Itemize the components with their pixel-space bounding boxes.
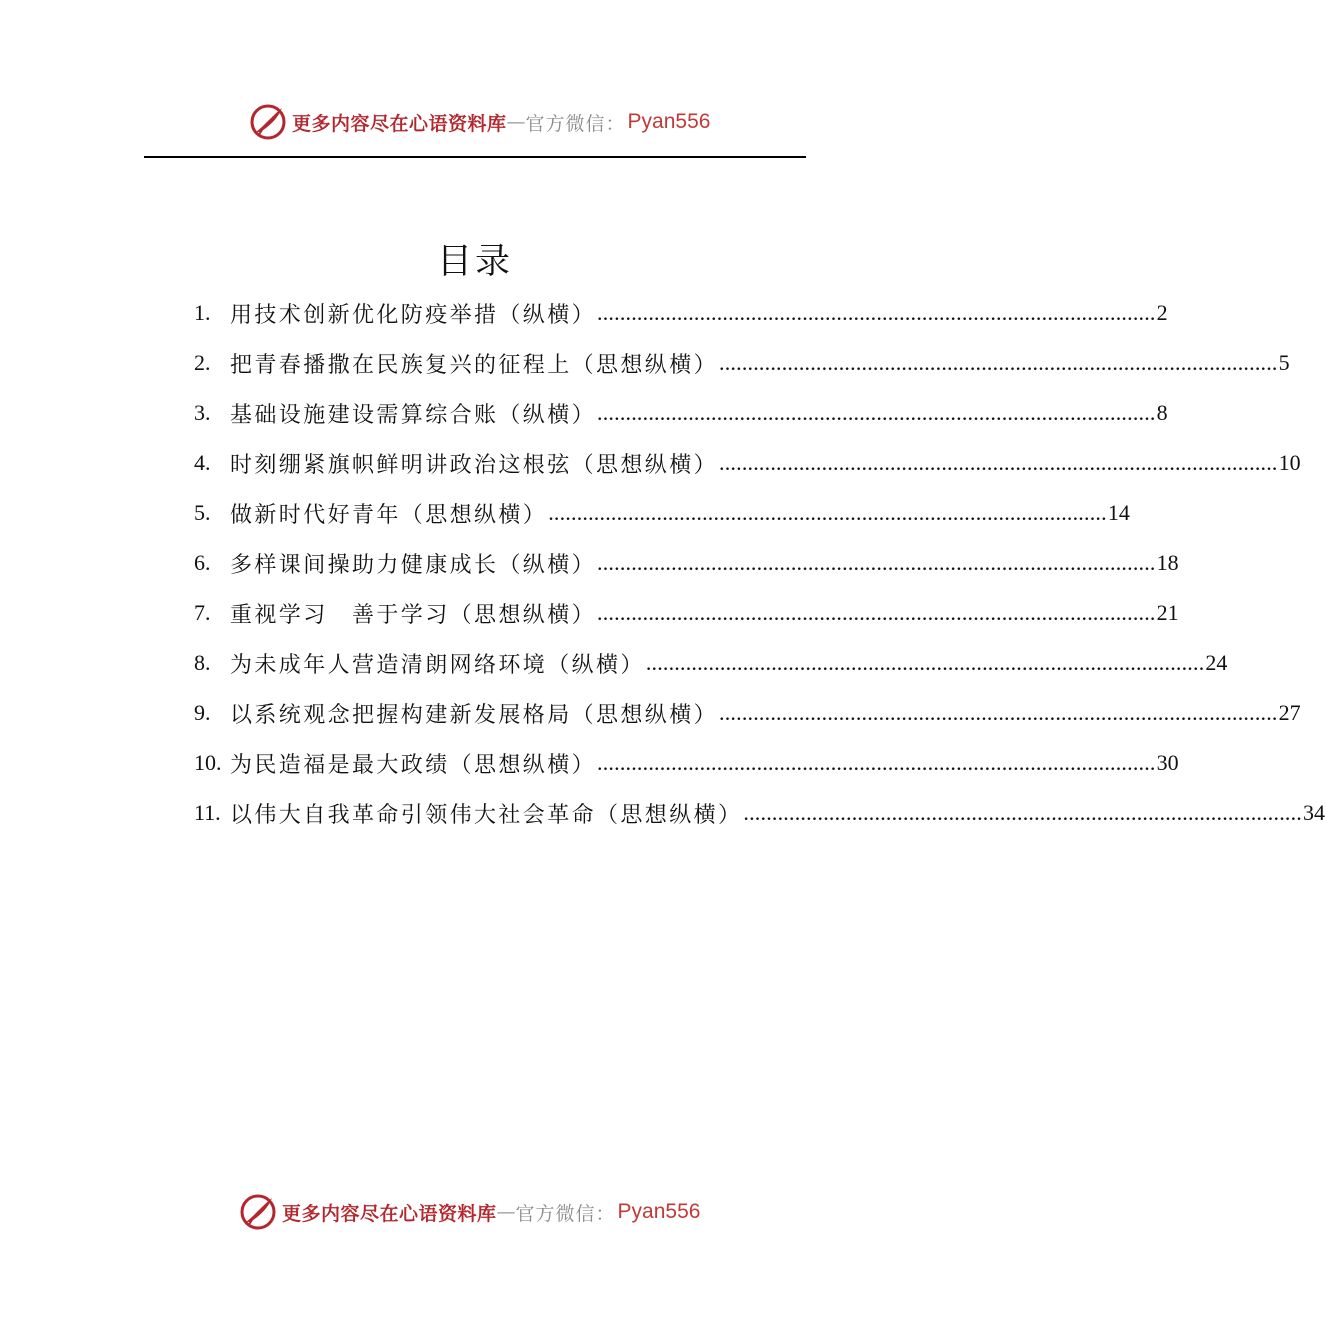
- toc-item[interactable]: [194, 788, 1325, 838]
- toc-item-number: 7.: [194, 600, 211, 625]
- toc-item-page: 10: [1278, 450, 1301, 475]
- toc-item-page: 8: [1156, 400, 1168, 425]
- toc-list: [194, 288, 1325, 838]
- toc-item-number: 5.: [194, 500, 211, 525]
- toc-item-page: 18: [1156, 550, 1179, 575]
- toc-item[interactable]: [194, 338, 1290, 388]
- toc-item[interactable]: [194, 688, 1301, 738]
- toc-item-title: 做新时代好青年（思想纵横）: [230, 502, 548, 528]
- toc-item-title: 时刻绷紧旗帜鲜明讲政治这根弦（思想纵横）: [230, 452, 719, 478]
- quill-logo-icon: [238, 1192, 278, 1232]
- toc-item-title: 为民造福是最大政绩（思想纵横）: [230, 752, 597, 778]
- toc-item-number: 10.: [194, 750, 222, 775]
- toc-leader-dots: ..................................................................................................: [645, 650, 1205, 675]
- toc-item-title: 为未成年人营造清朗网络环境（纵横）: [230, 652, 645, 678]
- toc-item[interactable]: [194, 588, 1179, 638]
- toc-item-title: 多样课间操助力健康成长（纵横）: [230, 552, 597, 578]
- footer-banner: [238, 1190, 700, 1234]
- toc-item-number: 8.: [194, 650, 211, 675]
- header-divider: [144, 156, 806, 158]
- toc-leader-dots: ..................................................................................................: [597, 300, 1156, 325]
- toc-item-page: 14: [1107, 500, 1130, 525]
- toc-item-number: 1.: [194, 300, 211, 325]
- footer-dash: —: [496, 1201, 516, 1223]
- footer-wechat-label: 官方微信：: [515, 1202, 616, 1225]
- toc-leader-dots: ..................................................................................................: [597, 550, 1156, 575]
- toc-item-number: 6.: [194, 550, 211, 575]
- toc-item[interactable]: [194, 488, 1130, 538]
- toc-item-title: 重视学习 善于学习（思想纵横）: [230, 602, 597, 628]
- toc-leader-dots: ..................................................................................................: [597, 400, 1156, 425]
- toc-item[interactable]: [194, 438, 1301, 488]
- toc-item-page: 2: [1156, 300, 1168, 325]
- toc-item-title: 用技术创新优化防疫举措（纵横）: [230, 302, 597, 328]
- toc-leader-dots: ..................................................................................................: [597, 750, 1156, 775]
- toc-leader-dots: ..................................................................................................: [719, 700, 1278, 725]
- toc-item[interactable]: [194, 538, 1179, 588]
- toc-item-number: 3.: [194, 400, 211, 425]
- toc-item-page: 34: [1303, 800, 1325, 825]
- toc-leader-dots: ..................................................................................................: [719, 350, 1278, 375]
- toc-leader-dots: ..................................................................................................: [743, 800, 1303, 825]
- toc-item[interactable]: [194, 388, 1168, 438]
- toc-leader-dots: ..................................................................................................: [597, 600, 1156, 625]
- header-brand-text: 更多内容尽在心语资料库: [292, 112, 507, 135]
- toc-item-number: 2.: [194, 350, 211, 375]
- toc-item[interactable]: [194, 738, 1179, 788]
- toc-item-title: 以伟大自我革命引领伟大社会革命（思想纵横）: [230, 802, 743, 828]
- footer-brand-text: 更多内容尽在心语资料库: [282, 1202, 497, 1225]
- toc-item[interactable]: [194, 288, 1168, 338]
- toc-leader-dots: ..................................................................................................: [719, 450, 1278, 475]
- toc-item-number: 11.: [194, 800, 221, 825]
- toc-item-page: 5: [1278, 350, 1290, 375]
- toc-item-page: 21: [1156, 600, 1179, 625]
- header-banner: [248, 100, 710, 144]
- footer-wechat-id: Pyan556: [617, 1200, 701, 1223]
- toc-item-title: 基础设施建设需算综合账（纵横）: [230, 402, 597, 428]
- toc-item-page: 27: [1278, 700, 1301, 725]
- toc-item-number: 4.: [194, 450, 211, 475]
- toc-item-title: 以系统观念把握构建新发展格局（思想纵横）: [230, 702, 719, 728]
- toc-leader-dots: ..................................................................................................: [548, 500, 1107, 525]
- toc-item-page: 30: [1156, 750, 1179, 775]
- toc-title: 目录: [436, 242, 513, 282]
- header-wechat-label: 官方微信：: [525, 112, 626, 135]
- quill-logo-icon: [248, 102, 288, 142]
- toc-item[interactable]: [194, 638, 1228, 688]
- header-dash: —: [506, 111, 526, 133]
- toc-item-title: 把青春播撒在民族复兴的征程上（思想纵横）: [230, 352, 719, 378]
- toc-item-page: 24: [1205, 650, 1228, 675]
- toc-item-number: 9.: [194, 700, 211, 725]
- header-wechat-id: Pyan556: [627, 110, 711, 133]
